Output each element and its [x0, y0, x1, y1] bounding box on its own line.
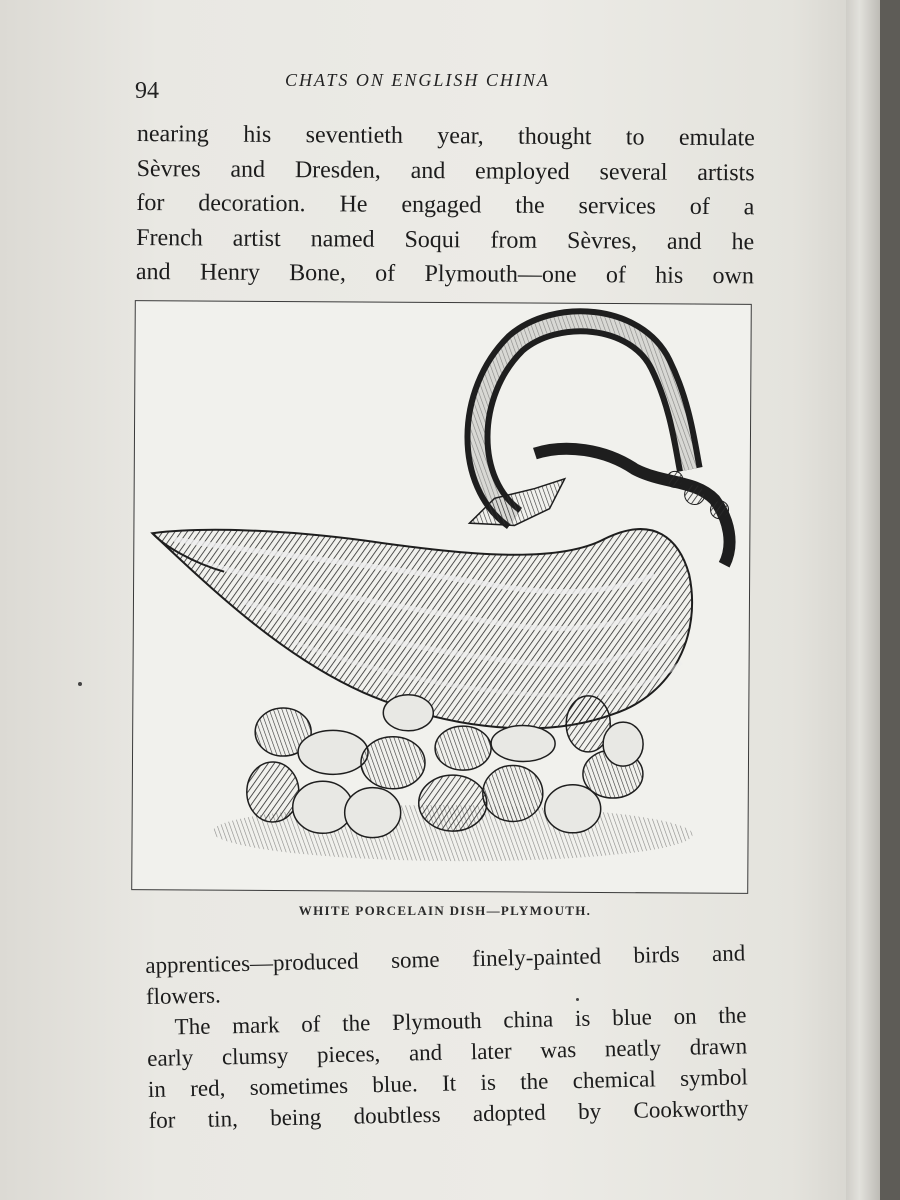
- figure-plate: [131, 300, 752, 894]
- paper-speck: [576, 998, 579, 1001]
- figure-caption: WHITE PORCELAIN DISH—PLYMOUTH.: [298, 903, 592, 918]
- text-line: flowers.: [145, 982, 221, 1009]
- paper-speck: [78, 682, 82, 686]
- top-paragraph: [136, 117, 755, 294]
- page-edge: [846, 0, 880, 1200]
- text-line: apprentices—produced some finely-painted birds and: [145, 940, 746, 978]
- bottom-text: [145, 937, 749, 1136]
- porcelain-dish-engraving: [132, 301, 751, 893]
- text-line: The mark of the Plymouth china is blue on the: [174, 1002, 747, 1040]
- running-head: CHATS ON ENGLISH CHINA: [285, 70, 550, 90]
- text-line: in red, sometimes blue. It is the chemical symbol: [147, 1064, 749, 1102]
- text-line: Sèvres and Dresden, and employed several artists: [136, 155, 755, 186]
- text-line: and Henry Bone, of Plymouth—one of his own: [135, 258, 754, 290]
- text-line: for tin, being doubtless adopted by Cookworthy: [148, 1095, 749, 1133]
- page-number: 94: [135, 78, 159, 104]
- text-line: nearing his seventieth year, thought to emulate: [136, 120, 755, 152]
- text-line: French artist named Soqui from Sèvres, and he: [136, 224, 755, 255]
- text-line: early clumsy pieces, and later was neatly drawn: [147, 1033, 748, 1071]
- text-line: for decoration. He engaged the services of a: [136, 189, 755, 221]
